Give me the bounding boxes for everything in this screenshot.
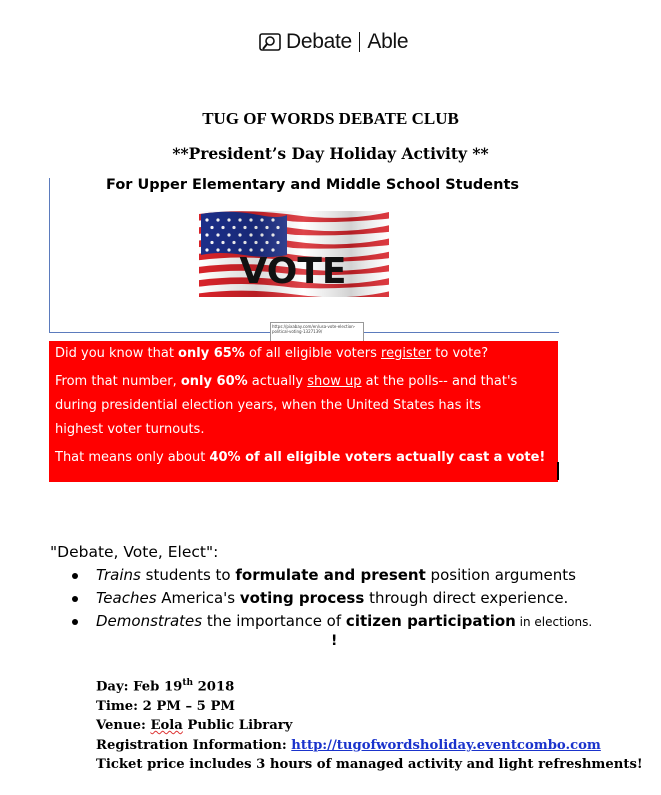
program-heading: "Debate, Vote, Elect": [50,543,219,561]
logo-separator [359,32,361,52]
bullet-dot-icon [72,573,78,579]
list-item: Trains students to formulate and present position arguments [66,564,592,587]
bullet-dot-icon [72,596,78,602]
event-ticket-info: Ticket price includes 3 hours of managed activity and light refreshments! [96,757,643,773]
page-subtitle: **President’s Day Holiday Activity ** [172,144,489,163]
flag-vote-word: VOTE [239,251,347,292]
list-item: Teaches America's voting process through direct experience. [66,587,592,610]
exclamation-mark: ! [331,633,338,649]
event-venue: Venue: Eola Public Library [96,718,293,734]
list-item: Demonstrates the importance of citizen participation in elections. [66,610,592,633]
logo-brand-left: Debate [286,30,352,53]
audience-line: For Upper Elementary and Middle School Students [106,177,520,193]
page-title: TUG OF WORDS DEBATE CLUB [202,109,459,128]
voter-facts-box [49,341,558,482]
registration-link[interactable]: http://tugofwordsholiday.eventcombo.com [291,737,601,753]
box-edge-mark [557,462,559,480]
fact-paragraph-2: From that number, only 60% actually show up at the polls-- and that's during presidential election years, when the United States has its highest voter turnouts. [55,374,518,437]
fact-paragraph-3: That means only about 40% of all eligible voters actually cast a vote! [55,450,546,465]
event-details [96,674,643,774]
image-caption: https://pixabay.com/en/usa-vote-election-political-voting-1327139/ [270,322,364,342]
us-flag-vote-image [199,211,389,297]
program-bullet-list [66,564,592,633]
fact-paragraph-1: Did you know that only 65% of all eligible voters register to vote? [55,346,489,361]
event-day: Day: Feb 19th 2018 [96,678,235,695]
event-time: Time: 2 PM – 5 PM [96,698,235,714]
magnifier-on-box-icon [258,31,282,53]
logo-brand-right: Able [367,30,409,53]
debateable-logo [258,30,408,54]
bullet-dot-icon [72,619,78,625]
event-registration: Registration Information: http://tugofwordsholiday.eventcombo.com [96,737,601,753]
